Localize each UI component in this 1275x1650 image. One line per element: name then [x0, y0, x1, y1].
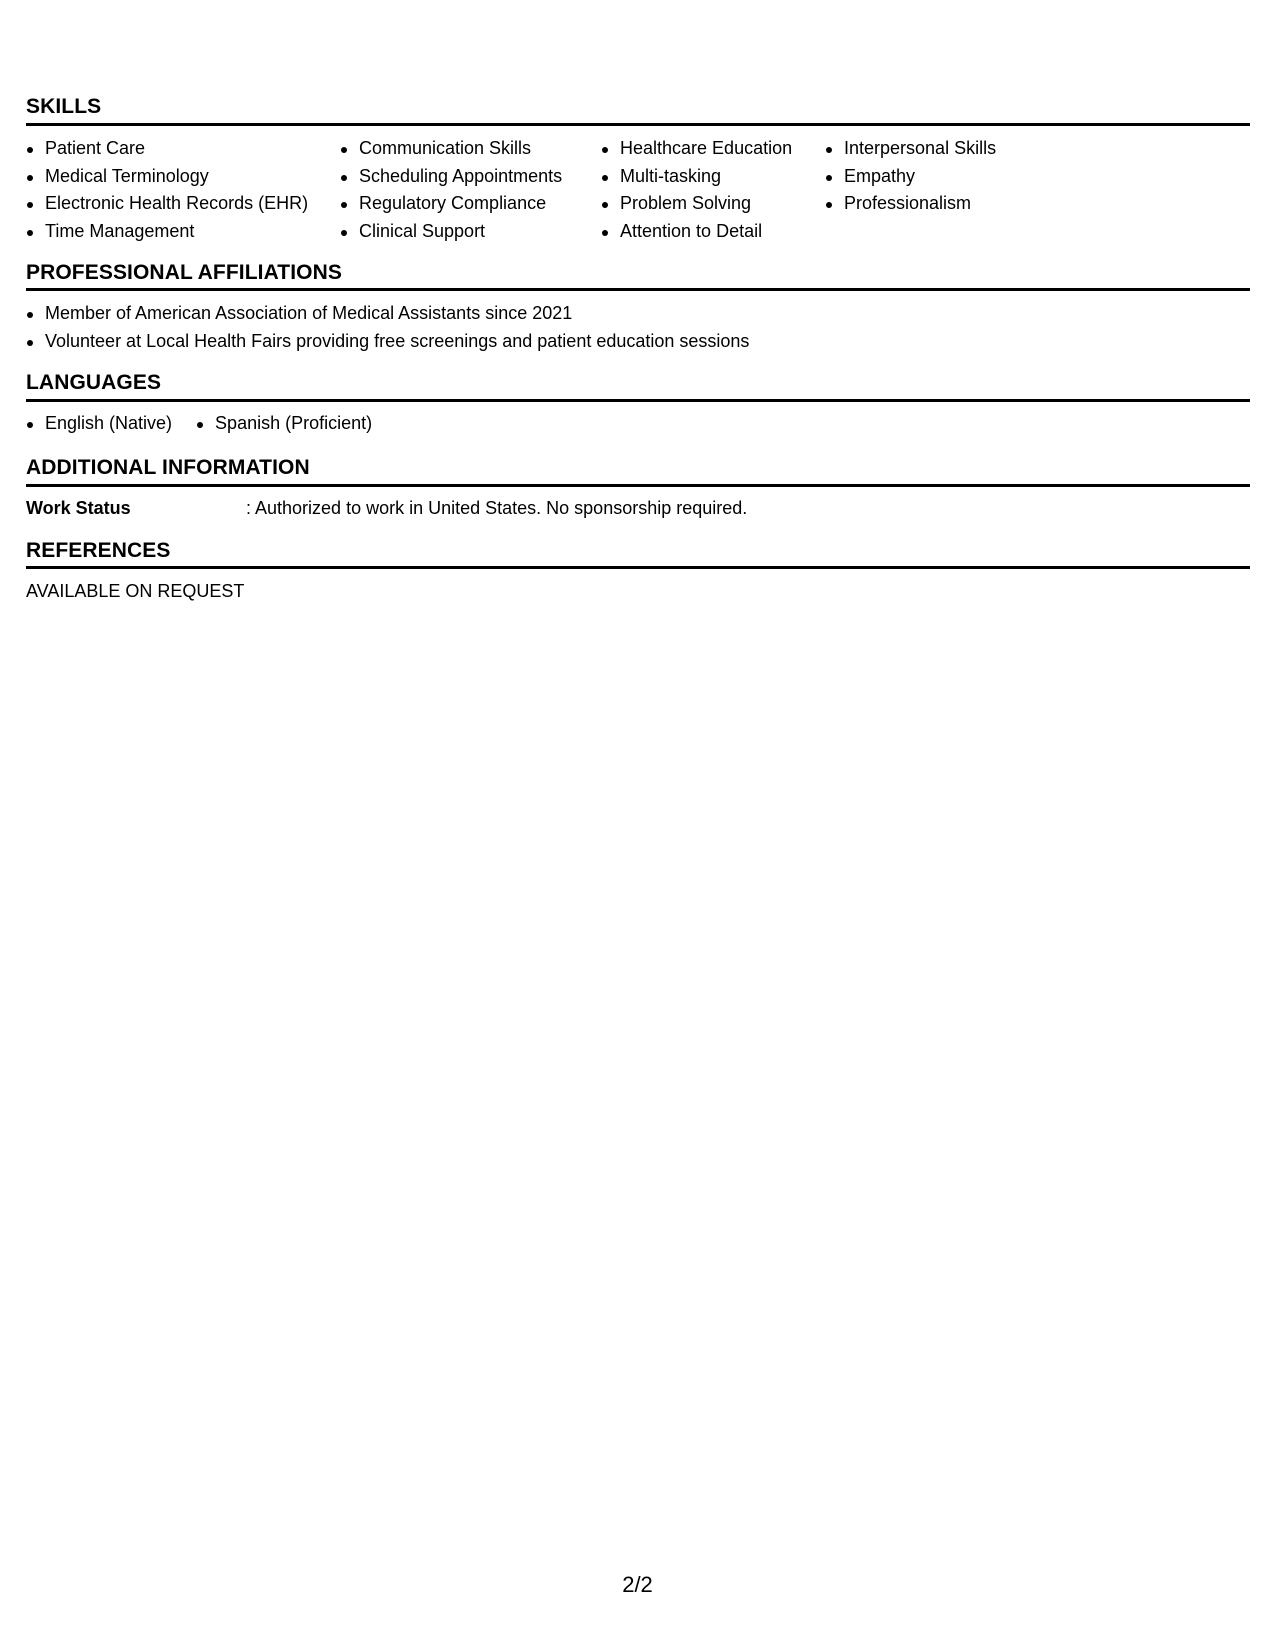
skills-column-1 [26, 135, 340, 245]
skill-item: Communication Skills [340, 135, 601, 163]
additional-info-heading: ADDITIONAL INFORMATION [26, 456, 310, 479]
skill-item: Medical Terminology [26, 163, 340, 191]
affiliation-item: Volunteer at Local Health Fairs providing free screenings and patient education sessions [26, 328, 749, 356]
skill-item: Electronic Health Records (EHR) [26, 190, 340, 218]
skill-item: Time Management [26, 218, 340, 246]
skill-item: Problem Solving [601, 190, 825, 218]
skills-heading: SKILLS [26, 95, 102, 118]
skills-divider [26, 123, 1250, 126]
skill-item: Clinical Support [340, 218, 601, 246]
affiliations-heading: PROFESSIONAL AFFILIATIONS [26, 261, 342, 284]
page-number: 2/2 [622, 1572, 653, 1597]
skills-column-4 [825, 135, 1085, 245]
references-divider [26, 566, 1250, 569]
language-item: English (Native) [26, 410, 172, 438]
skill-item: Empathy [825, 163, 1085, 191]
languages-list [26, 410, 396, 438]
language-item: Spanish (Proficient) [196, 410, 372, 438]
languages-heading: LANGUAGES [26, 371, 162, 394]
skill-item: Patient Care [26, 135, 340, 163]
references-text: AVAILABLE ON REQUEST [26, 581, 245, 601]
affiliations-list [26, 300, 749, 355]
skills-column-3 [601, 135, 825, 245]
work-status-label: Work Status [26, 498, 131, 518]
additional-info-divider [26, 484, 1250, 487]
skill-item: Scheduling Appointments [340, 163, 601, 191]
skill-item: Attention to Detail [601, 218, 825, 246]
references-heading: REFERENCES [26, 539, 171, 562]
skill-item: Multi-tasking [601, 163, 825, 191]
work-status-value: : Authorized to work in United States. No sponsorship required. [246, 498, 748, 518]
skill-item: Professionalism [825, 190, 1085, 218]
affiliation-item: Member of American Association of Medical Assistants since 2021 [26, 300, 749, 328]
affiliations-divider [26, 288, 1250, 291]
languages-divider [26, 399, 1250, 402]
skills-columns [26, 135, 1085, 245]
skill-item: Interpersonal Skills [825, 135, 1085, 163]
work-status-row [26, 496, 747, 520]
skill-item: Regulatory Compliance [340, 190, 601, 218]
skill-item: Healthcare Education [601, 135, 825, 163]
skills-column-2 [340, 135, 601, 245]
